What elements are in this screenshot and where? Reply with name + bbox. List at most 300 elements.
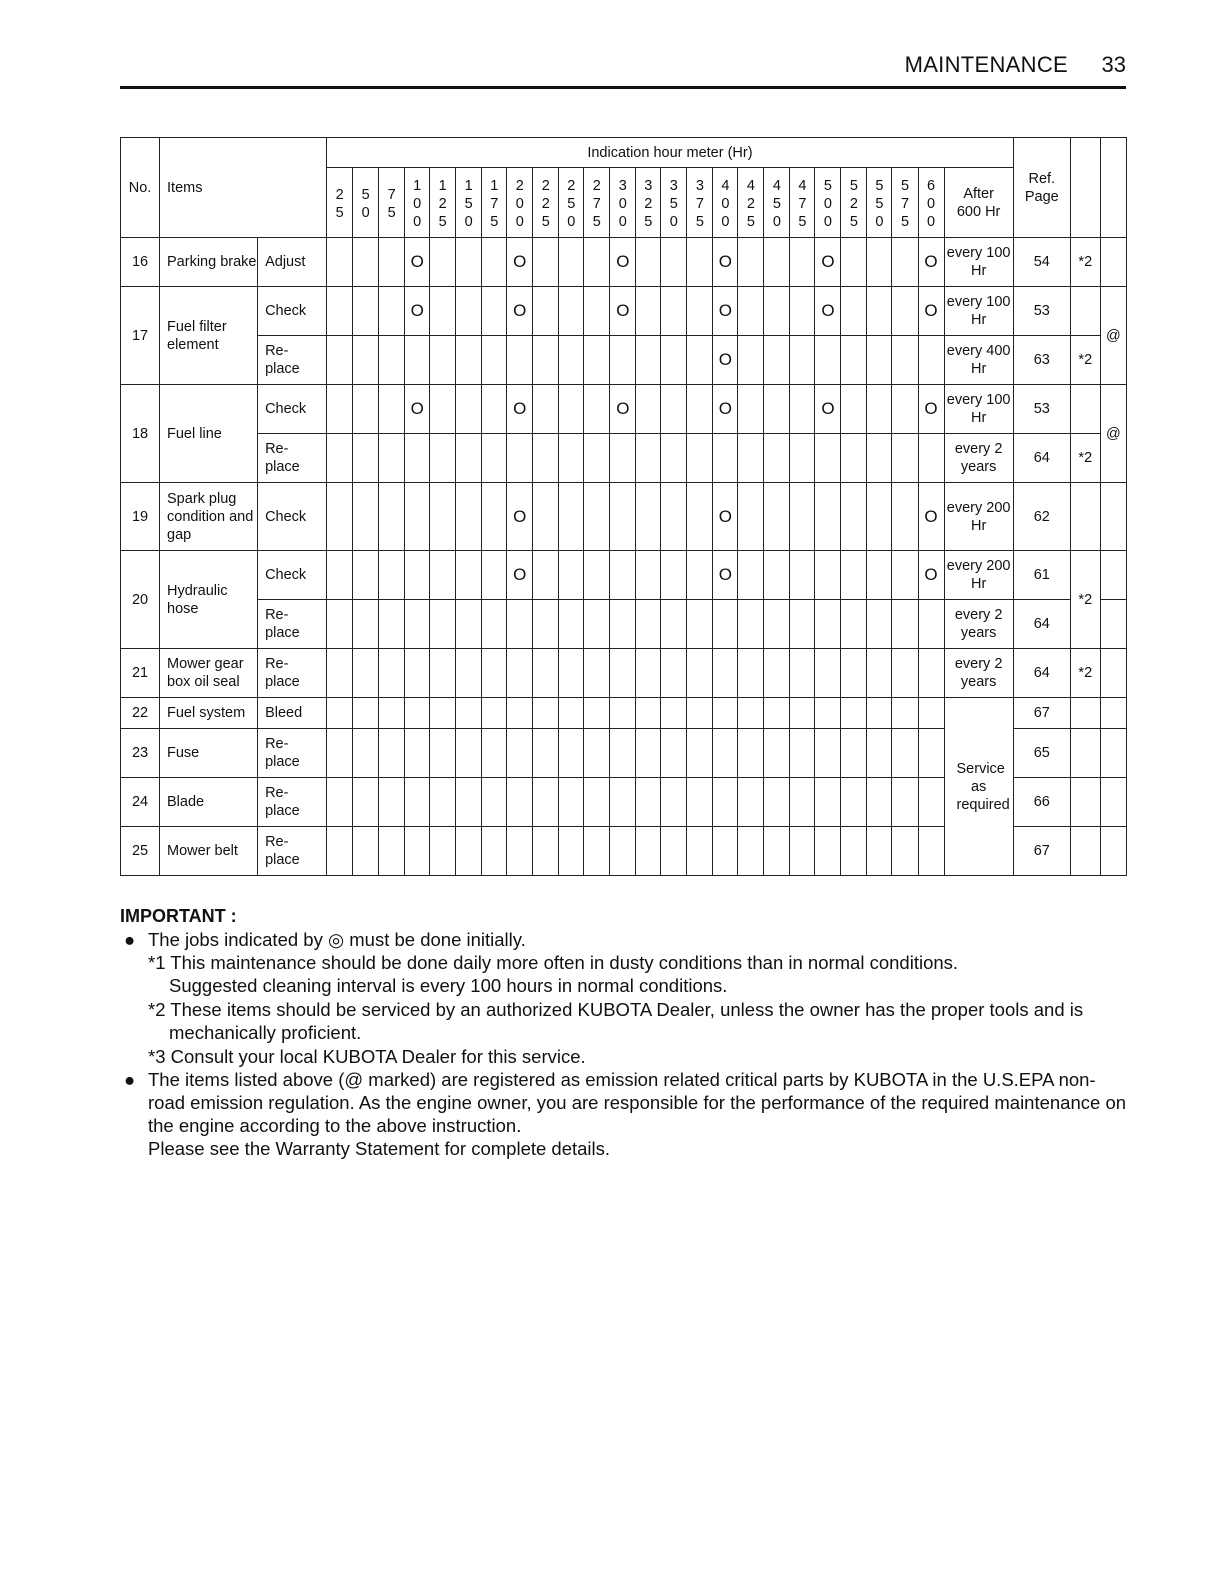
emission-mark: @ [1100,385,1126,483]
hour-cell [482,729,507,778]
hour-cell [610,385,636,434]
hour-cell [507,729,533,778]
hour-cell [405,649,430,698]
row-action: Bleed [258,698,327,729]
table-row [121,238,1127,287]
hour-cell [790,698,815,729]
hour-cell [456,600,482,649]
hour-digits: 125 [438,177,447,230]
hour-cell [405,600,430,649]
hour-cell [327,434,353,483]
hour-cell [636,698,661,729]
check-mark-icon: O [924,301,938,320]
check-mark-icon: O [513,565,527,584]
hour-cell [533,336,559,385]
hour-cell [482,778,507,827]
emission-cell [1100,649,1126,698]
hour-cell [738,827,764,876]
hour-cell [533,483,559,551]
hour-cell [533,238,559,287]
hour-cell [559,698,584,729]
check-mark-icon: O [410,252,424,271]
hour-cell [764,483,790,551]
header-hour [918,168,944,238]
hour-cell [687,483,713,551]
hour-cell [379,827,405,876]
hour-cell [687,698,713,729]
hour-cell [533,385,559,434]
hour-cell [327,827,353,876]
hour-cell [327,551,353,600]
hour-cell [610,434,636,483]
hour-cell [482,649,507,698]
table-row [121,434,1127,483]
hour-cell [430,238,456,287]
header-hour [405,168,430,238]
hour-cell [482,336,507,385]
hour-cell [482,483,507,551]
hour-cell [918,385,944,434]
row-number: 23 [121,729,160,778]
hour-cell [507,698,533,729]
hour-cell [456,336,482,385]
row-ref-page: 54 [1013,238,1070,287]
check-mark-icon: O [513,301,527,320]
hour-cell [327,649,353,698]
hour-cell [841,698,867,729]
hour-cell [533,778,559,827]
hour-cell [559,434,584,483]
hour-cell [507,434,533,483]
hour-cell [533,551,559,600]
hour-cell [815,287,841,336]
hour-cell [661,778,687,827]
row-interval: every 2 years [944,434,1013,483]
hour-cell [610,551,636,600]
hour-cell [456,551,482,600]
row-number: 18 [121,385,160,483]
hour-cell [918,287,944,336]
row-note [1070,827,1100,876]
hour-cell [636,827,661,876]
row-item: Fuel line [160,385,258,483]
hour-cell [584,238,610,287]
hour-cell [353,434,379,483]
header-items: Items [160,138,327,238]
row-note: *2 [1070,434,1100,483]
hour-cell [841,385,867,434]
hour-cell [918,336,944,385]
check-mark-icon: O [616,301,630,320]
hour-cell [584,385,610,434]
hour-cell [841,649,867,698]
hour-cell [507,287,533,336]
hour-cell [559,238,584,287]
hour-digits: 50 [361,186,370,221]
hour-cell [867,649,892,698]
hour-cell [430,385,456,434]
hour-cell [661,600,687,649]
hour-cell [559,551,584,600]
header-no: No. [121,138,160,238]
hour-cell [892,698,918,729]
row-action: Re- place [258,649,327,698]
important-notes [120,905,1130,1160]
note-bullet-emission [120,1068,1130,1137]
hour-cell [379,600,405,649]
row-ref-page: 65 [1013,729,1070,778]
note-3: *3 Consult your local KUBOTA Dealer for this service. [148,1046,586,1067]
hour-cell [713,483,738,551]
hour-cell [738,649,764,698]
row-item: Fuel system [160,698,258,729]
hour-cell [456,385,482,434]
hour-cell [405,827,430,876]
hour-cell [507,600,533,649]
check-mark-icon: O [718,399,732,418]
row-item: Mower gear box oil seal [160,649,258,698]
hour-cell [841,729,867,778]
hour-digits: 350 [669,177,678,230]
hour-cell [918,698,944,729]
hour-cell [610,778,636,827]
hour-cell [815,827,841,876]
hour-cell [713,551,738,600]
hour-cell [661,698,687,729]
hour-cell [456,238,482,287]
hour-cell [713,600,738,649]
table-row [121,600,1127,649]
hour-digits: 150 [464,177,473,230]
hour-cell [456,483,482,551]
hour-cell [636,336,661,385]
emission-cell [1100,483,1126,551]
hour-cell [661,827,687,876]
hour-cell [584,827,610,876]
emission-cell [1100,238,1126,287]
emission-cell [1100,778,1126,827]
hour-cell [713,434,738,483]
hour-cell [687,649,713,698]
check-mark-icon: O [821,399,835,418]
header-hour [584,168,610,238]
header-hour [482,168,507,238]
hour-cell [867,729,892,778]
hour-cell [482,698,507,729]
hour-cell [584,336,610,385]
header-after: After 600 Hr [944,168,1013,238]
hour-cell [815,434,841,483]
hour-cell [379,385,405,434]
hour-cell [892,827,918,876]
hour-cell [327,600,353,649]
hour-cell [790,551,815,600]
row-note [1070,483,1100,551]
hour-cell [738,551,764,600]
hour-cell [841,336,867,385]
hour-cell [430,600,456,649]
hour-cell [636,287,661,336]
important-heading: IMPORTANT : [120,906,237,926]
row-number: 24 [121,778,160,827]
bullet-icon: ● [124,1069,136,1090]
hour-cell [559,600,584,649]
hour-cell [738,483,764,551]
hour-cell [610,729,636,778]
hour-cell [353,551,379,600]
row-note: *2 [1070,551,1100,649]
hour-digits: 225 [541,177,550,230]
hour-cell [584,698,610,729]
hour-cell [738,385,764,434]
hour-cell [559,385,584,434]
row-ref-page: 53 [1013,385,1070,434]
row-number: 22 [121,698,160,729]
hour-cell [533,698,559,729]
hour-cell [584,551,610,600]
hour-cell [661,434,687,483]
check-mark-icon: O [718,301,732,320]
hour-cell [610,483,636,551]
hour-cell [892,551,918,600]
header-hour [892,168,918,238]
check-mark-icon: O [718,506,732,526]
hour-cell [790,434,815,483]
hour-digits: 75 [387,186,396,221]
note-1: *1 This maintenance should be done daily more often in dusty conditions than in normal conditions. [148,952,959,973]
row-note: *2 [1070,649,1100,698]
row-action: Re- place [258,827,327,876]
hour-cell [764,287,790,336]
hour-cell [713,238,738,287]
hour-cell [533,649,559,698]
hour-cell [815,698,841,729]
row-number: 16 [121,238,160,287]
row-action: Re- place [258,729,327,778]
row-action: Re- place [258,778,327,827]
hour-cell [456,649,482,698]
hour-cell [353,827,379,876]
table-row [121,336,1127,385]
row-ref-page: 67 [1013,698,1070,729]
header-hour [456,168,482,238]
hour-cell [636,238,661,287]
hour-cell [405,778,430,827]
hour-digits: 100 [413,177,422,230]
hour-cell [610,649,636,698]
hour-cell [918,600,944,649]
hour-cell [764,336,790,385]
hour-cell [456,729,482,778]
note-text: The items listed above (@ marked) are registered as emission related critical parts by KUBOTA in the U.S.EPA non-road emission regulation. As the engine owner, you are responsible for the performance of the required maintenance on the engine according to the above instruction. [148,1069,1127,1136]
hour-cell [815,778,841,827]
check-mark-icon: O [924,399,938,418]
header-hour [815,168,841,238]
hour-cell [764,778,790,827]
hour-cell [687,336,713,385]
hour-cell [353,336,379,385]
hour-cell [482,238,507,287]
hour-cell [764,729,790,778]
hour-cell [584,600,610,649]
hour-cell [867,287,892,336]
hour-cell [790,287,815,336]
hour-cell [584,649,610,698]
hour-cell [867,778,892,827]
hour-cell [430,778,456,827]
hour-cell [815,600,841,649]
emission-cell [1100,827,1126,876]
hour-cell [892,287,918,336]
hour-cell [405,336,430,385]
check-mark-icon: O [924,506,938,526]
check-mark-icon: O [821,301,835,320]
hour-cell [764,238,790,287]
header-hour [790,168,815,238]
row-ref-page: 64 [1013,600,1070,649]
row-note: *2 [1070,238,1100,287]
hour-cell [867,483,892,551]
hour-digits: 600 [926,177,936,230]
page-header [120,52,1126,89]
hour-digits: 25 [335,186,344,221]
hour-cell [430,649,456,698]
hour-cell [790,729,815,778]
hour-cell [430,287,456,336]
emission-cell [1100,600,1126,649]
check-mark-icon: O [513,252,527,271]
hour-cell [405,287,430,336]
hour-cell [790,649,815,698]
row-action: Check [258,385,327,434]
header-indication: Indication hour meter (Hr) [327,138,1014,168]
hour-cell [430,827,456,876]
row-interval: every 200 Hr [944,551,1013,600]
hour-digits: 375 [695,177,704,230]
hour-cell [430,729,456,778]
hour-cell [661,336,687,385]
hour-cell [713,827,738,876]
table-row [121,698,1127,729]
hour-cell [533,434,559,483]
hour-cell [430,551,456,600]
hour-cell [738,336,764,385]
hour-cell [687,827,713,876]
hour-cell [405,698,430,729]
hour-cell [841,434,867,483]
hour-cell [892,238,918,287]
row-number: 21 [121,649,160,698]
hour-cell [353,483,379,551]
note-1-cont: Suggested cleaning interval is every 100 hours in normal conditions. [169,975,728,996]
hour-cell [610,600,636,649]
hour-cell [559,729,584,778]
row-action: Check [258,483,327,551]
hour-cell [379,649,405,698]
emission-cell [1100,698,1126,729]
hour-cell [559,778,584,827]
hour-cell [610,287,636,336]
row-action: Adjust [258,238,327,287]
hour-cell [815,729,841,778]
row-note [1070,385,1100,434]
hour-cell [867,827,892,876]
emission-cell [1100,551,1126,600]
row-interval: every 100 Hr [944,287,1013,336]
row-note: *2 [1070,336,1100,385]
row-item: Hydraulic hose [160,551,258,649]
hour-cell [353,698,379,729]
hour-cell [790,483,815,551]
hour-cell [430,434,456,483]
hour-cell [584,729,610,778]
note-bullet-initial [120,928,1130,951]
hour-digits: 275 [592,177,601,230]
hour-cell [353,600,379,649]
row-action: Check [258,287,327,336]
row-number: 17 [121,287,160,385]
row-note [1070,698,1100,729]
hour-cell [507,649,533,698]
hour-cell [815,336,841,385]
hour-cell [430,336,456,385]
hour-cell [815,385,841,434]
hour-cell [636,729,661,778]
hour-cell [379,238,405,287]
check-mark-icon: O [410,301,424,320]
row-interval: every 100 Hr [944,238,1013,287]
row-action: Check [258,551,327,600]
hour-cell [867,600,892,649]
hour-digits: 175 [490,177,499,230]
hour-cell [456,698,482,729]
header-hour [841,168,867,238]
hour-cell [738,238,764,287]
hour-cell [892,336,918,385]
row-number: 25 [121,827,160,876]
hour-digits: 475 [798,177,807,230]
row-interval: every 2 years [944,600,1013,649]
hour-cell [841,238,867,287]
row-interval: every 100 Hr [944,385,1013,434]
hour-cell [379,336,405,385]
row-item: Fuel filter element [160,287,258,385]
hour-cell [482,827,507,876]
row-interval: every 400 Hr [944,336,1013,385]
hour-cell [584,287,610,336]
hour-cell [353,287,379,336]
hour-cell [687,551,713,600]
header-hour [533,168,559,238]
hour-cell [405,238,430,287]
hour-cell [610,827,636,876]
hour-cell [661,551,687,600]
hour-cell [379,698,405,729]
hour-cell [327,385,353,434]
header-hour [610,168,636,238]
row-note [1070,729,1100,778]
hour-cell [661,385,687,434]
hour-cell [610,698,636,729]
hour-cell [327,729,353,778]
hour-cell [661,287,687,336]
row-ref-page: 66 [1013,778,1070,827]
hour-cell [892,600,918,649]
hour-cell [867,434,892,483]
hour-cell [918,551,944,600]
hour-digits: 450 [772,177,781,230]
header-hour [661,168,687,238]
